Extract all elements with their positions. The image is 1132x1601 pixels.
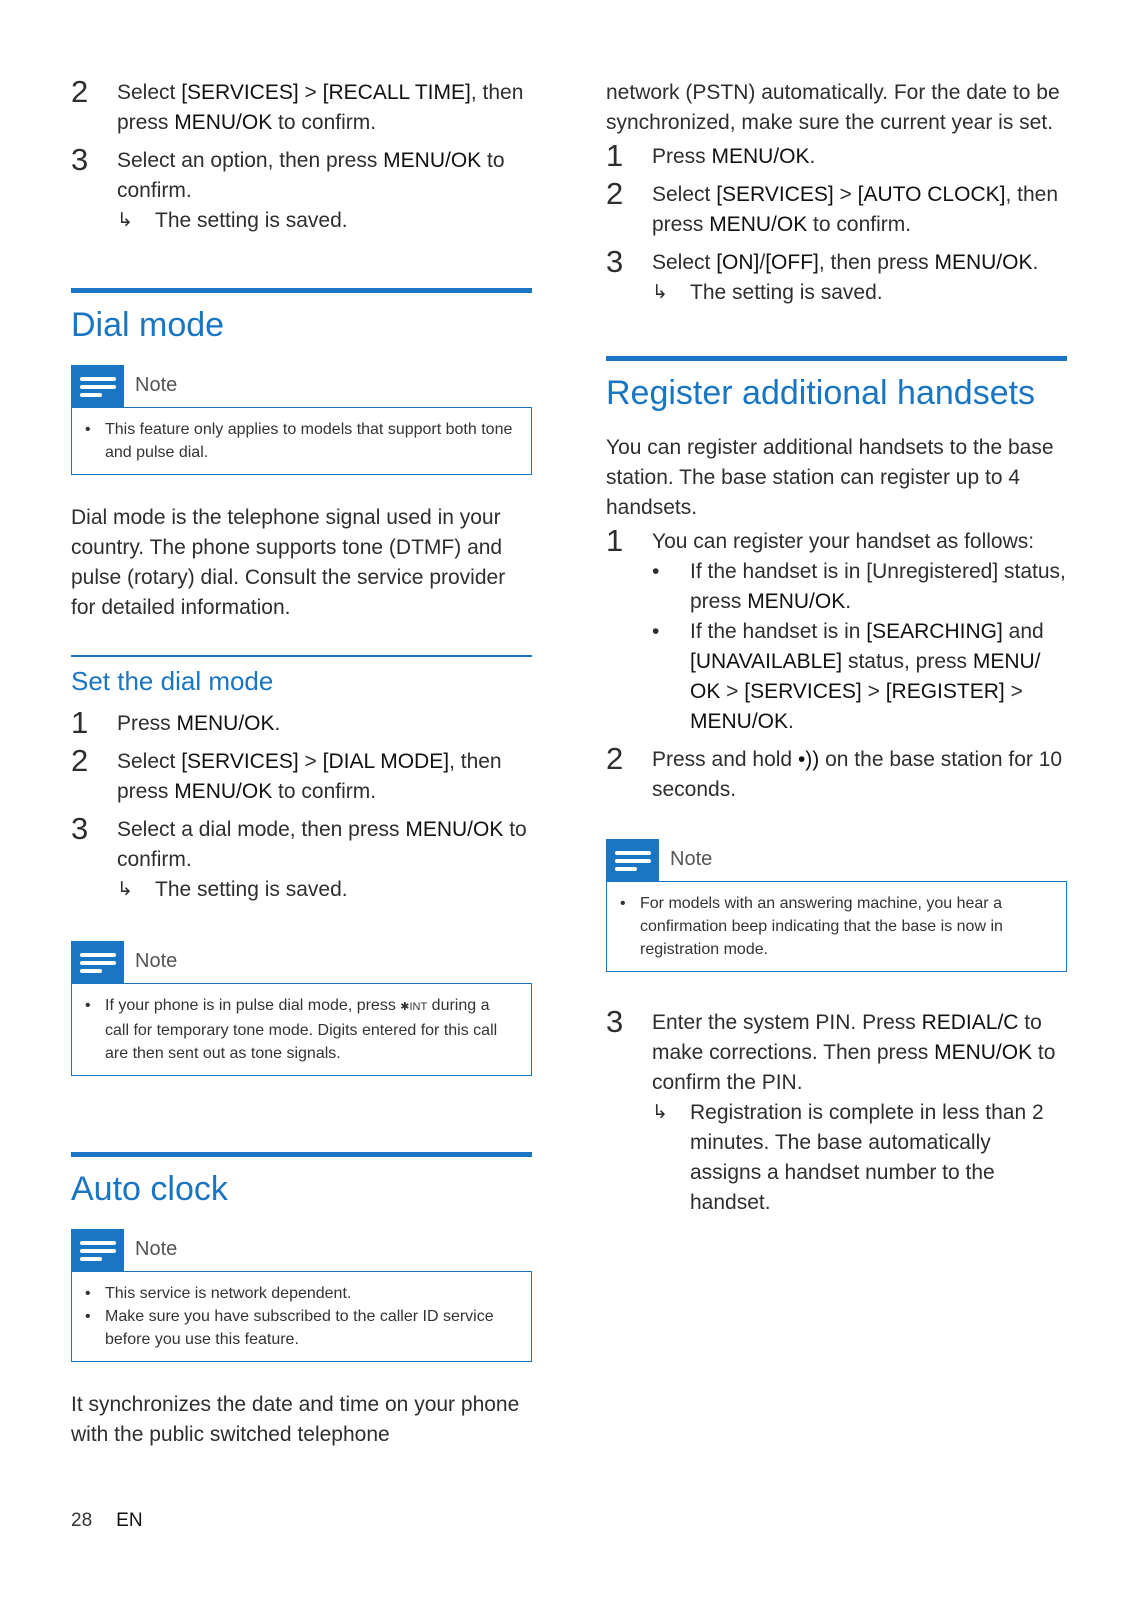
clock-step-2: 2 Select [SERVICES] > [AUTO CLOCK], then press MENU/OK to confirm. <box>606 176 1058 236</box>
step-result: ↳ The setting is saved. <box>117 206 532 236</box>
step-number: 2 <box>606 741 624 776</box>
dial-step-3: 3 Select a dial mode, then press MENU/OK to confirm. ↳ The setting is saved. <box>71 815 532 905</box>
note-label: Note <box>670 848 713 870</box>
left-column <box>71 74 532 1450</box>
dial-step-1: 1 Press MENU/OK. <box>71 705 281 740</box>
note-header <box>606 839 1067 881</box>
note-header <box>71 365 532 407</box>
step-result: ↳ The setting is saved. <box>652 278 1067 308</box>
step-number: 3 <box>606 1004 624 1039</box>
right-column <box>606 78 1067 1226</box>
note-icon <box>71 365 124 407</box>
note-item: • For models with an answering machine, you hear a confirmation beep indicating that the base is now in registration mode. <box>640 892 1050 961</box>
note-icon <box>606 839 659 881</box>
step-number: 1 <box>606 523 624 558</box>
page-number: 28 <box>71 1510 93 1531</box>
step-number: 3 <box>606 244 624 279</box>
register-step-3: 3 Enter the system PIN. Press REDIAL/C to make corrections. Then press MENU/OK to confirm the PIN. ↳ Registration is complete in less than 2 minutes. The base automatically assigns a handset number to the handset. <box>606 1008 1067 1218</box>
star-int-key-icon: ✱INT <box>400 1001 428 1013</box>
register-step-1: 1 You can register your handset as follows: • If the handset is in [Unregistered] status, press MENU/OK. • If the handset is in [SEARCHING] and [UNAVAILABLE] status, press MENU/ OK > [SERVICES] > [REGISTER] > MENU/OK. <box>606 527 1067 737</box>
note-header <box>71 941 532 983</box>
step-number: 1 <box>71 705 89 740</box>
note-register <box>606 839 1067 972</box>
register-options <box>652 557 1067 737</box>
note-item: • If your phone is in pulse dial mode, press ✱INT during a call for temporary tone mode. Digits entered for this call are then sent out as tone signals. <box>105 994 515 1065</box>
result-arrow-icon: ↳ <box>117 210 133 231</box>
note-icon <box>71 1229 124 1271</box>
section-title-set-dial-mode: Set the dial mode <box>71 655 532 699</box>
step-number: 3 <box>71 811 89 846</box>
clock-step-1: 1 Press MENU/OK. <box>606 138 816 173</box>
result-arrow-icon: ↳ <box>117 879 133 900</box>
recall-step-3: 3 Select an option, then press MENU/OK to confirm. ↳ The setting is saved. <box>71 146 532 236</box>
recall-step-2: 2 Select [SERVICES] > [RECALL TIME], then press MENU/OK to confirm. <box>71 74 524 134</box>
note-pulse-mode <box>71 941 532 1076</box>
page-key-icon: •)) <box>797 748 820 771</box>
step-number: 1 <box>606 138 624 173</box>
page-footer <box>71 1510 143 1532</box>
section-title-dial-mode: Dial mode <box>71 288 532 349</box>
note-item: • Make sure you have subscribed to the caller ID service before you use this feature. <box>105 1305 515 1351</box>
step-number: 3 <box>71 142 89 177</box>
note-body <box>71 1271 532 1362</box>
note-auto-clock <box>71 1229 532 1362</box>
dial-step-2: 2 Select [SERVICES] > [DIAL MODE], then press MENU/OK to confirm. <box>71 743 502 803</box>
step-result: ↳ Registration is complete in less than 2 minutes. The base automatically assigns a handset number to the handset. <box>652 1098 1067 1218</box>
note-header <box>71 1229 532 1271</box>
register-option-unregistered: • If the handset is in [Unregistered] status, press MENU/OK. <box>652 560 1066 613</box>
note-item: • This service is network dependent. <box>105 1282 515 1305</box>
note-label: Note <box>135 950 178 972</box>
step-number: 2 <box>71 74 89 109</box>
note-item: • This feature only applies to models that support both tone and pulse dial. <box>105 418 515 464</box>
clock-step-3: 3 Select [ON]/[OFF], then press MENU/OK. ↳ The setting is saved. <box>606 248 1067 308</box>
step-result: ↳ The setting is saved. <box>117 875 532 905</box>
register-option-searching: • If the handset is in [SEARCHING] and [UNAVAILABLE] status, press MENU/ OK > [SERVICES] > [REGISTER] > MENU/OK. <box>652 620 1044 733</box>
section-title-auto-clock: Auto clock <box>71 1152 532 1213</box>
note-body <box>71 983 532 1076</box>
note-label: Note <box>135 374 178 396</box>
section-title-register-handsets: Register additional handsets <box>606 356 1067 417</box>
note-icon <box>71 941 124 983</box>
auto-clock-description-continued: network (PSTN) automatically. For the date to be synchronized, make sure the current year is set. <box>606 81 1060 134</box>
language-code: EN <box>116 1510 143 1531</box>
dial-mode-description: Dial mode is the telephone signal used in your country. The phone supports tone (DTMF) and pulse (rotary) dial. Consult the service provider for detailed information. <box>71 506 506 619</box>
register-step-2: 2 Press and hold •)) on the base station for 10 seconds. <box>606 741 1063 801</box>
step-number: 2 <box>71 743 89 778</box>
note-label: Note <box>135 1238 178 1260</box>
result-arrow-icon: ↳ <box>652 282 668 303</box>
register-description: You can register additional handsets to the base station. The base station can register up to 4 handsets. <box>606 436 1054 519</box>
note-body <box>606 881 1067 972</box>
note-dial-mode <box>71 365 532 475</box>
note-body <box>71 407 532 475</box>
step-number: 2 <box>606 176 624 211</box>
auto-clock-description: It synchronizes the date and time on your phone with the public switched telephone <box>71 1393 520 1446</box>
result-arrow-icon: ↳ <box>652 1102 668 1123</box>
